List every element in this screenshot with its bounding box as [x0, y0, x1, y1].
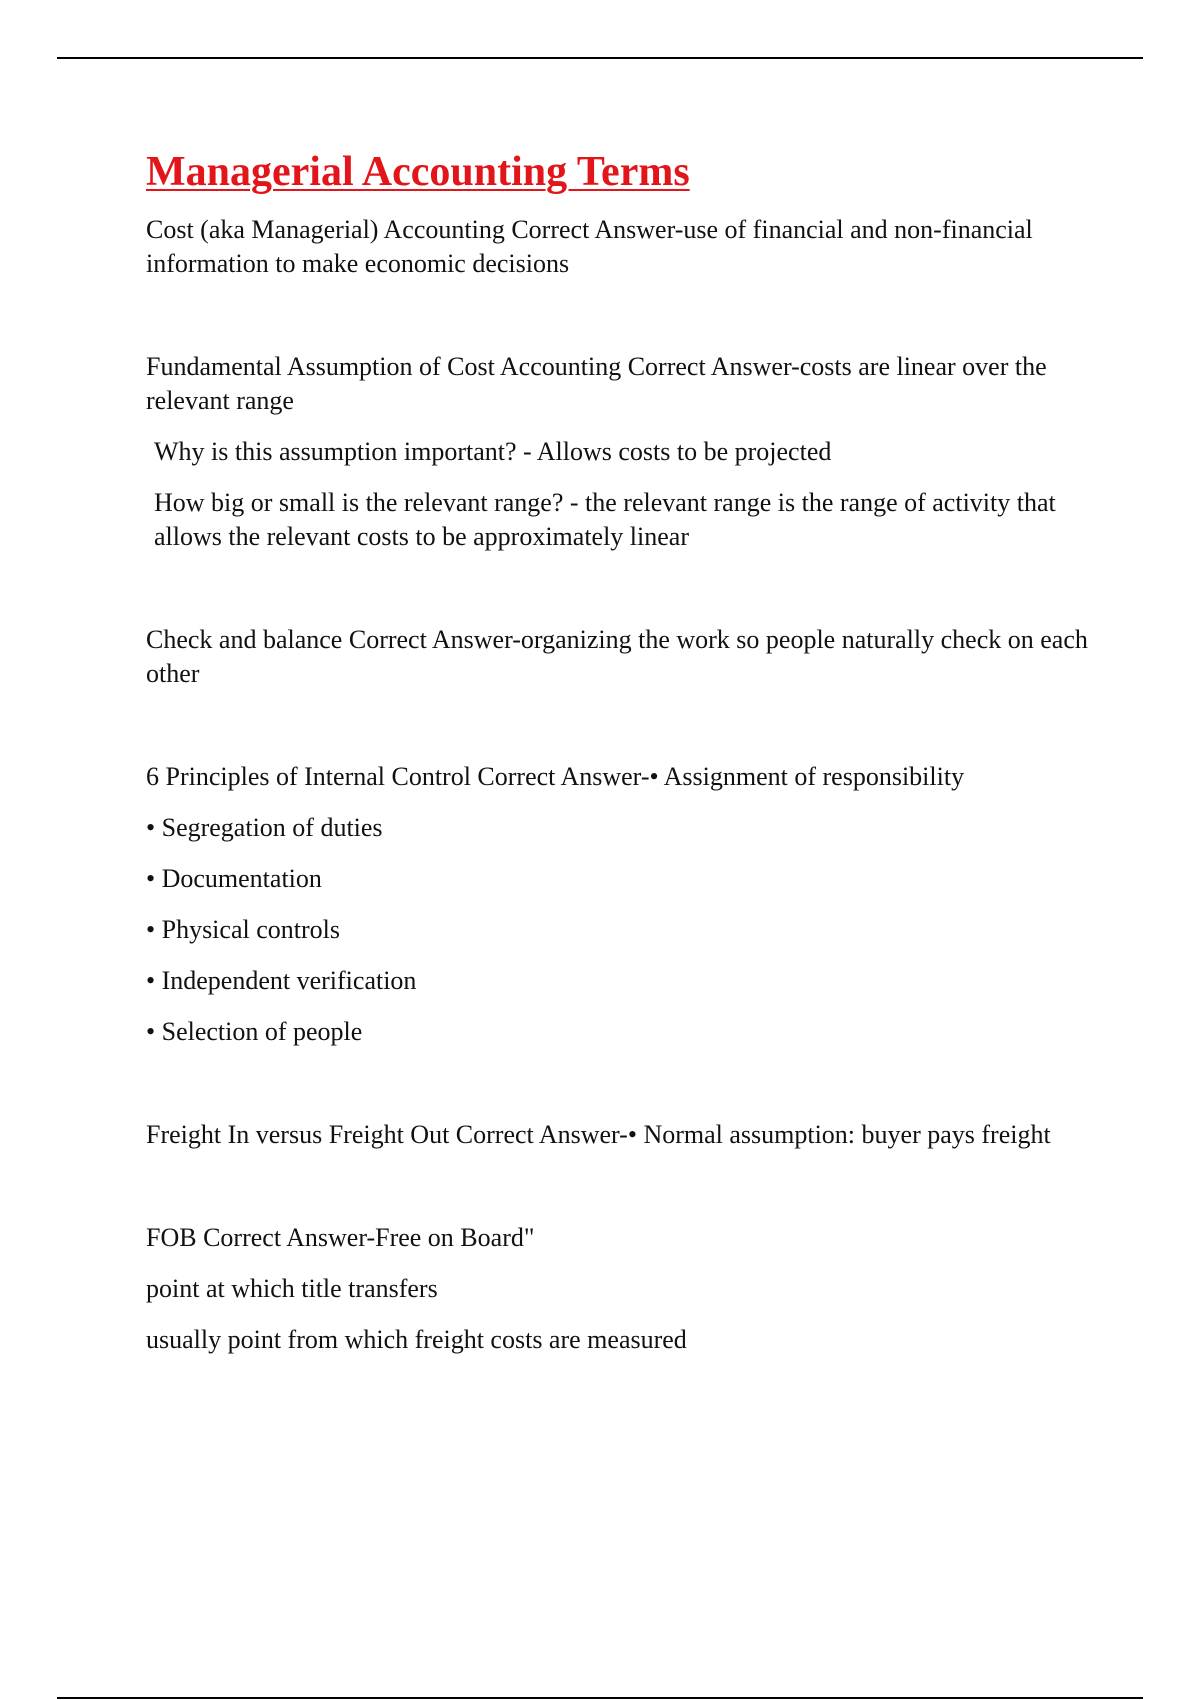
internal-control-item: • Independent verification: [146, 966, 417, 995]
internal-control-item: • Selection of people: [146, 1017, 363, 1046]
entry-freight: Freight In versus Freight Out Correct Answer-• Normal assumption: buyer pays freight: [146, 1120, 1051, 1149]
entry-fob: FOB Correct Answer-Free on Board": [146, 1223, 535, 1252]
document-title: Managerial Accounting Terms: [146, 149, 690, 195]
internal-control-item: • Segregation of duties: [146, 813, 383, 842]
internal-control-item: • Physical controls: [146, 915, 340, 944]
document-body: [146, 148, 1106, 1357]
entry-fob-line2: point at which title transfers: [146, 1274, 438, 1303]
internal-control-item: • Documentation: [146, 864, 322, 893]
entry-fundamental-assumption-q2: How big or small is the relevant range? - the relevant range is the range of activity that allows the relevant costs to be approximately linear: [154, 488, 1056, 551]
entry-internal-control: 6 Principles of Internal Control Correct Answer-• Assignment of responsibility: [146, 762, 965, 791]
entry-check-and-balance: Check and balance Correct Answer-organizing the work so people naturally check on each other: [146, 625, 1088, 688]
entry-fob-line3: usually point from which freight costs are measured: [146, 1325, 687, 1354]
footer-rule: [57, 1697, 1143, 1699]
entry-cost-accounting: Cost (aka Managerial) Accounting Correct Answer-use of financial and non-financial information to make economic decisions: [146, 215, 1033, 278]
entry-fundamental-assumption: Fundamental Assumption of Cost Accounting Correct Answer-costs are linear over the relevant range: [146, 352, 1047, 415]
header-rule: [57, 57, 1143, 59]
entry-fundamental-assumption-q1: Why is this assumption important? - Allows costs to be projected: [154, 437, 832, 466]
